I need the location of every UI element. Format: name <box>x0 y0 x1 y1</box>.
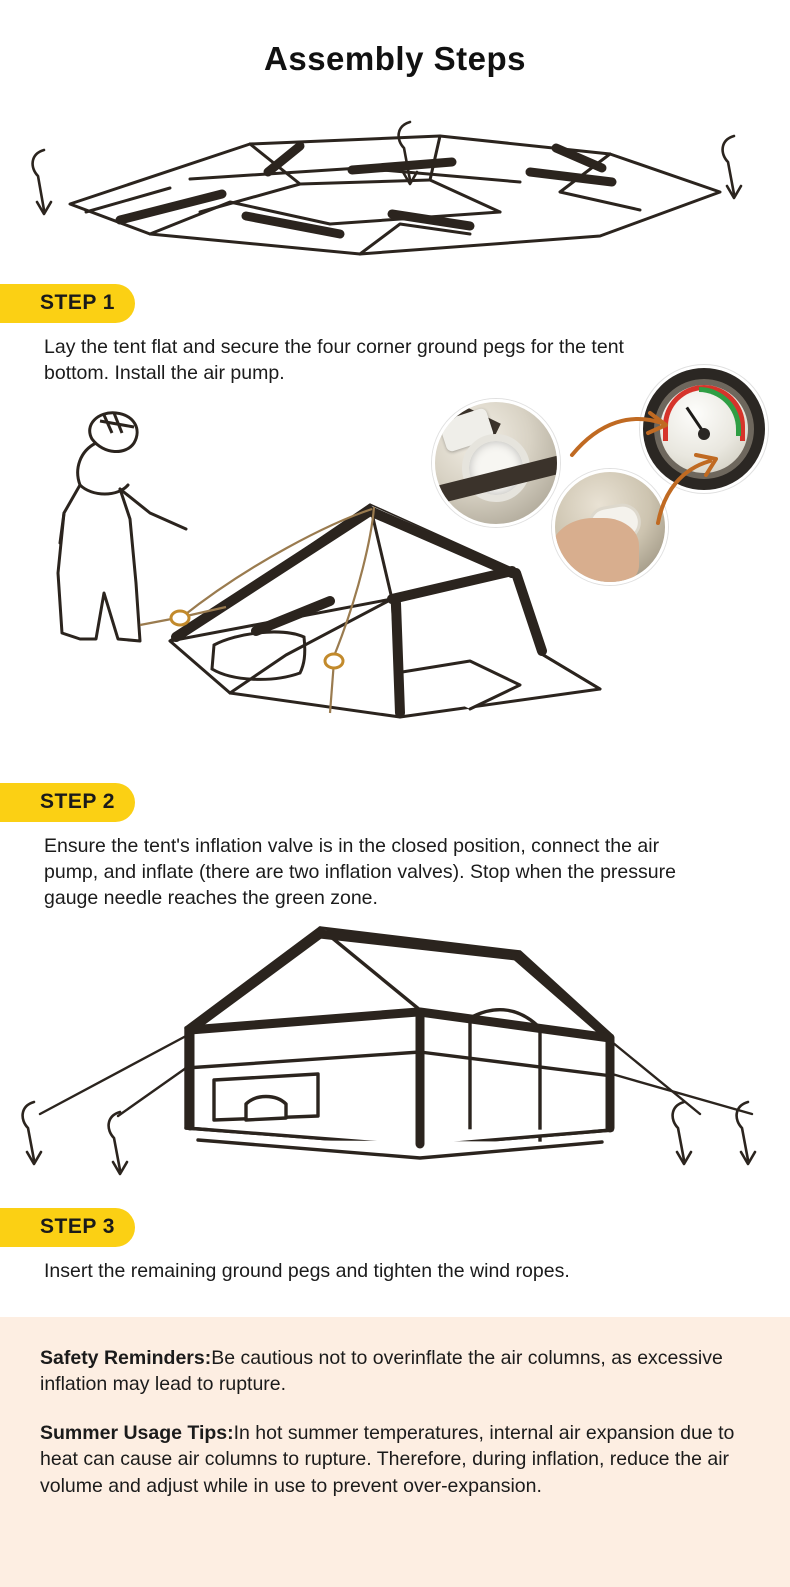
valve-closeup-open-photo <box>432 399 560 527</box>
safety-reminder-note <box>40 1345 750 1398</box>
step-2-text: Ensure the tent's inflation valve is in the closed position, connect the air pump, and inflate (there are two inflation valves). Stop when the pressure gauge needle reaches the green zone. <box>44 834 676 909</box>
step-3-badge-row <box>0 1208 790 1247</box>
step-3-text: Insert the remaining ground pegs and tighten the wind ropes. <box>44 1259 570 1282</box>
arrow-hand-to-gauge <box>648 451 738 531</box>
step-2-badge-row <box>0 783 790 822</box>
summer-usage-text: In hot summer temperatures, internal air expansion due to heat can cause air columns to rupture. Therefore, during inflation, reduce the air volume and adjust while in use to prevent over-expansion. <box>40 1421 735 1497</box>
step-3-illustration <box>0 918 790 1208</box>
step-2-illustration <box>0 393 790 783</box>
safety-reminder-label: Safety Reminders: <box>40 1346 212 1369</box>
safety-reminder-text: Be cautious not to overinflate the air columns, as excessive inflation may lead to rupture. <box>40 1346 723 1396</box>
notes-panel <box>0 1317 790 1587</box>
step-1-text: Lay the tent flat and secure the four corner ground pegs for the tent bottom. Install the air pump. <box>44 336 624 384</box>
step-2-badge: STEP 2 <box>0 783 135 822</box>
step-1-illustration <box>0 84 790 284</box>
step-1-badge: STEP 1 <box>0 284 135 323</box>
summer-usage-label: Summer Usage Tips: <box>40 1421 234 1444</box>
step-1-badge-row <box>0 284 790 323</box>
pitched-tent-drawing <box>0 918 790 1208</box>
page-title: Assembly Steps <box>264 40 526 77</box>
tent-flat-drawing <box>0 84 790 284</box>
summer-usage-note <box>40 1420 750 1500</box>
step-3-badge: STEP 3 <box>0 1208 135 1247</box>
